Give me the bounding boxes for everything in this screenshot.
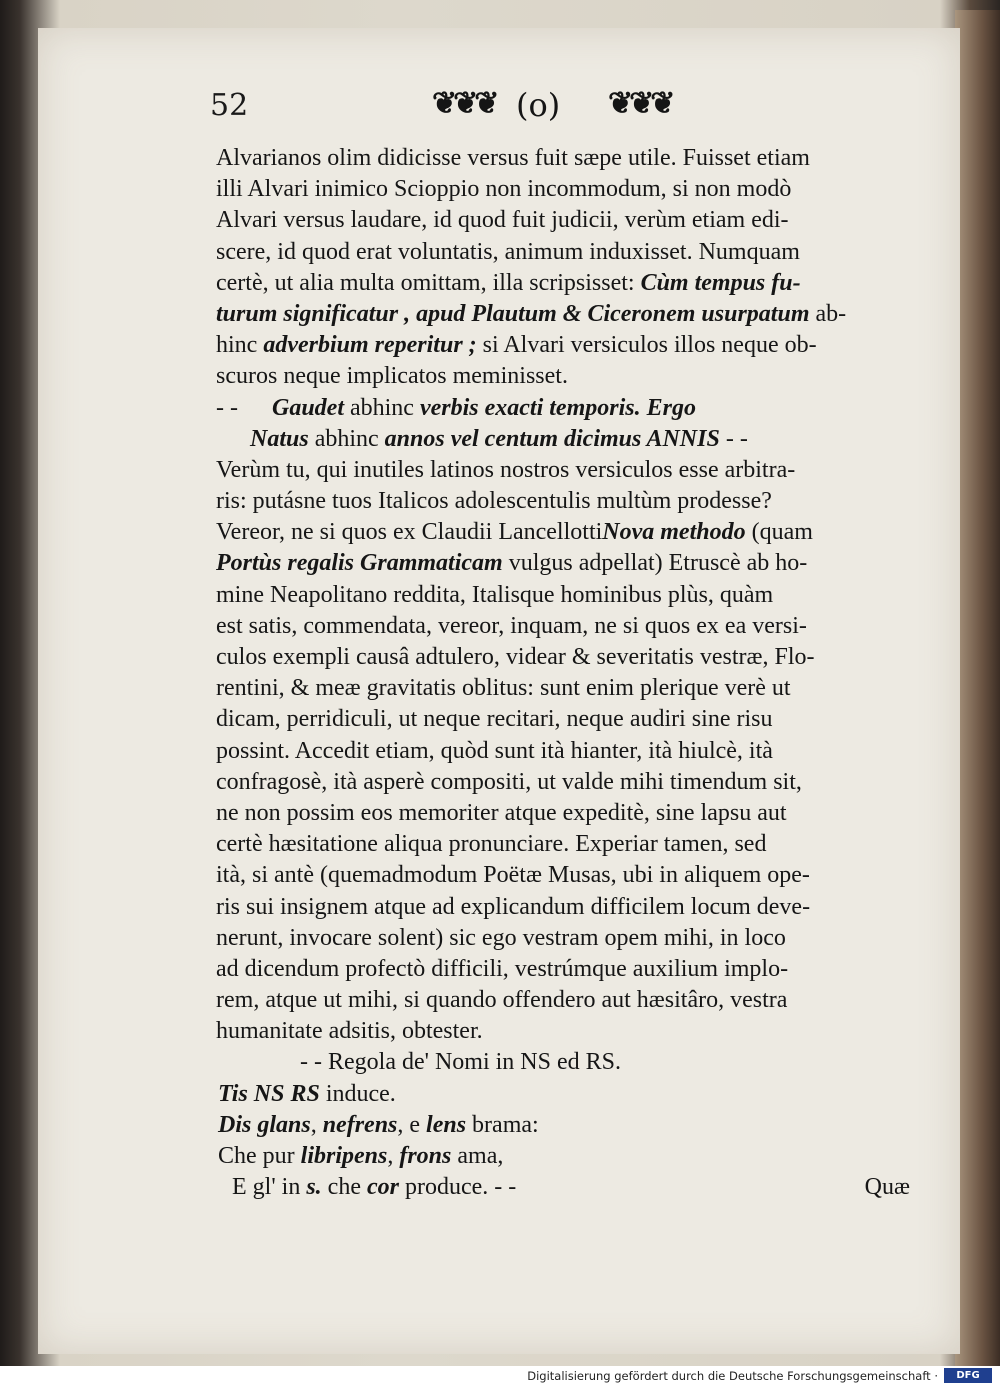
body-line: mine Neapolitano reddita, Italisque hominibus plùs, quàm: [216, 581, 774, 608]
body-text: produce. - -: [404, 1174, 517, 1201]
body-text: , e: [397, 1111, 421, 1138]
rule-heading: [216, 1047, 910, 1078]
body-line: [216, 268, 910, 299]
page-body-text: [216, 143, 910, 1203]
body-text: Vereor, ne si quos ex Claudii Lancellotti: [216, 519, 603, 546]
italic-text: Nova methodo: [602, 519, 746, 546]
body-text: si Alvari versiculos illos neque ob-: [482, 332, 817, 359]
body-text: ama,: [457, 1143, 504, 1169]
body-line: Alvari versus laudare, id quod fuit judicii, verùm etiam edi-: [216, 207, 789, 234]
page-header: [210, 84, 910, 134]
italic-text: Cùm tempus fu-: [640, 269, 801, 296]
body-line: certè hæsitatione aliqua pronunciare. Experiar tamen, sed: [216, 831, 767, 858]
body-text: ,: [387, 1143, 394, 1169]
body-line: scuros neque implicatos meminisset.: [216, 363, 568, 390]
body-text: vulgus adpellat) Etruscè ab ho-: [508, 550, 808, 577]
body-line: ad dicendum profectò difficili, vestrúmque auxilium implo-: [216, 955, 789, 982]
italic-text: Portùs regalis Grammaticam: [216, 550, 503, 577]
body-line: Alvarianos olim didicisse versus fuit sæpe utile. Fuisset etiam: [216, 145, 810, 171]
body-text: abhinc: [314, 425, 379, 452]
body-text: induce.: [325, 1080, 396, 1107]
quoted-verse-line: [216, 424, 910, 455]
body-text: Che pur: [218, 1143, 295, 1169]
page-number: 52: [210, 88, 249, 123]
body-line: rentini, & meæ gravitatis oblitus: sunt enim plerique verè ut: [216, 675, 791, 702]
body-line: possint. Accedit etiam, quòd sunt ità hianter, ità hiulcè, ità: [216, 737, 773, 764]
dfg-logo-icon[interactable]: DFG: [944, 1368, 992, 1383]
italic-text: annos vel centum dicimus ANNIS: [384, 425, 720, 452]
body-line: [216, 299, 910, 330]
ornament-right-icon: ❦❦❦: [608, 86, 672, 121]
body-line: rem, atque ut mihi, si quando offendero aut hæsitâro, vestra: [216, 987, 788, 1014]
body-line: scere, id quod erat voluntatis, animum induxisset. Numquam: [216, 238, 800, 265]
funding-credit: Digitalisierung gefördert durch die Deutsche Forschungsgemeinschaft ·: [527, 1369, 938, 1383]
body-line: [216, 548, 910, 579]
verse-dashes: - -: [725, 425, 748, 452]
body-text: ab-: [815, 300, 847, 327]
verse-dashes: - -: [216, 394, 238, 421]
body-line: confragosè, ità asperè compositi, ut valde mihi timendum sit,: [216, 768, 802, 795]
body-line: culos exempli causâ adtulero, videar & severitatis vestræ, Flo-: [216, 644, 815, 670]
italic-text: Dis glans: [218, 1111, 311, 1138]
book-gutter: [955, 10, 1000, 1366]
body-line: ris sui insignem atque ad explicandum difficilem locum deve-: [216, 893, 811, 920]
italic-text: Gaudet: [271, 394, 344, 421]
body-line: illi Alvari inimico Scioppio non incommodum, si non modò: [216, 176, 792, 203]
italic-text: frons: [399, 1143, 452, 1169]
body-line: [216, 330, 910, 361]
italic-text: s.: [306, 1174, 322, 1201]
body-line: humanitate adsitis, obtester.: [216, 1018, 483, 1045]
body-line: nerunt, invocare solent) sic ego vestram opem mihi, in loco: [216, 924, 786, 951]
body-text: abhinc: [349, 394, 414, 421]
poem-line: [216, 1141, 910, 1172]
italic-text: Tis NS RS: [218, 1080, 320, 1107]
body-line: ne non possim eos memoriter atque expeditè, sine lapsu aut: [216, 799, 787, 826]
rule-heading-text: - - Regola de' Nomi in NS ed RS.: [300, 1049, 621, 1076]
body-text: E gl' in: [232, 1174, 301, 1201]
poem-line: [216, 1110, 910, 1141]
poem-line: [216, 1172, 910, 1203]
body-line: Verùm tu, qui inutiles latinos nostros versiculos esse arbitra-: [216, 456, 796, 483]
italic-text: cor: [366, 1174, 399, 1201]
italic-text: nefrens: [322, 1111, 398, 1138]
body-line: ris: putásne tuos Italicos adolescentulis multùm prodesse?: [216, 488, 772, 515]
body-text: ,: [310, 1111, 317, 1138]
italic-text: lens: [426, 1111, 467, 1138]
italic-text: Natus: [250, 425, 309, 452]
catchword: Quæ: [864, 1174, 910, 1201]
body-text: (quam: [751, 519, 813, 546]
body-text: hinc: [216, 332, 258, 359]
body-line: dicam, perridiculi, ut neque recitari, neque audiri sine risu: [216, 706, 773, 733]
italic-text: turum significatur , apud Plautum & Ciceronem usurpatum: [216, 300, 810, 327]
header-center-mark: (o): [516, 86, 561, 124]
poem-line: [216, 1079, 910, 1110]
body-line: ità, si antè (quemadmodum Poëtæ Musas, ubi in aliquem ope-: [216, 862, 810, 889]
italic-text: adverbium reperitur ;: [263, 332, 477, 359]
italic-text: libripens: [300, 1143, 388, 1169]
body-text: che: [327, 1174, 361, 1201]
body-text: brama:: [472, 1111, 539, 1138]
body-text: certè, ut alia multa omittam, illa scripsisset:: [216, 269, 635, 296]
quoted-verse-line: [216, 393, 910, 424]
italic-text: verbis exacti temporis. Ergo: [419, 394, 696, 421]
ornament-left-icon: ❦❦❦: [432, 86, 496, 121]
body-line: [216, 517, 910, 548]
body-line: est satis, commendata, vereor, inquam, ne si quos ex ea versi-: [216, 612, 807, 639]
